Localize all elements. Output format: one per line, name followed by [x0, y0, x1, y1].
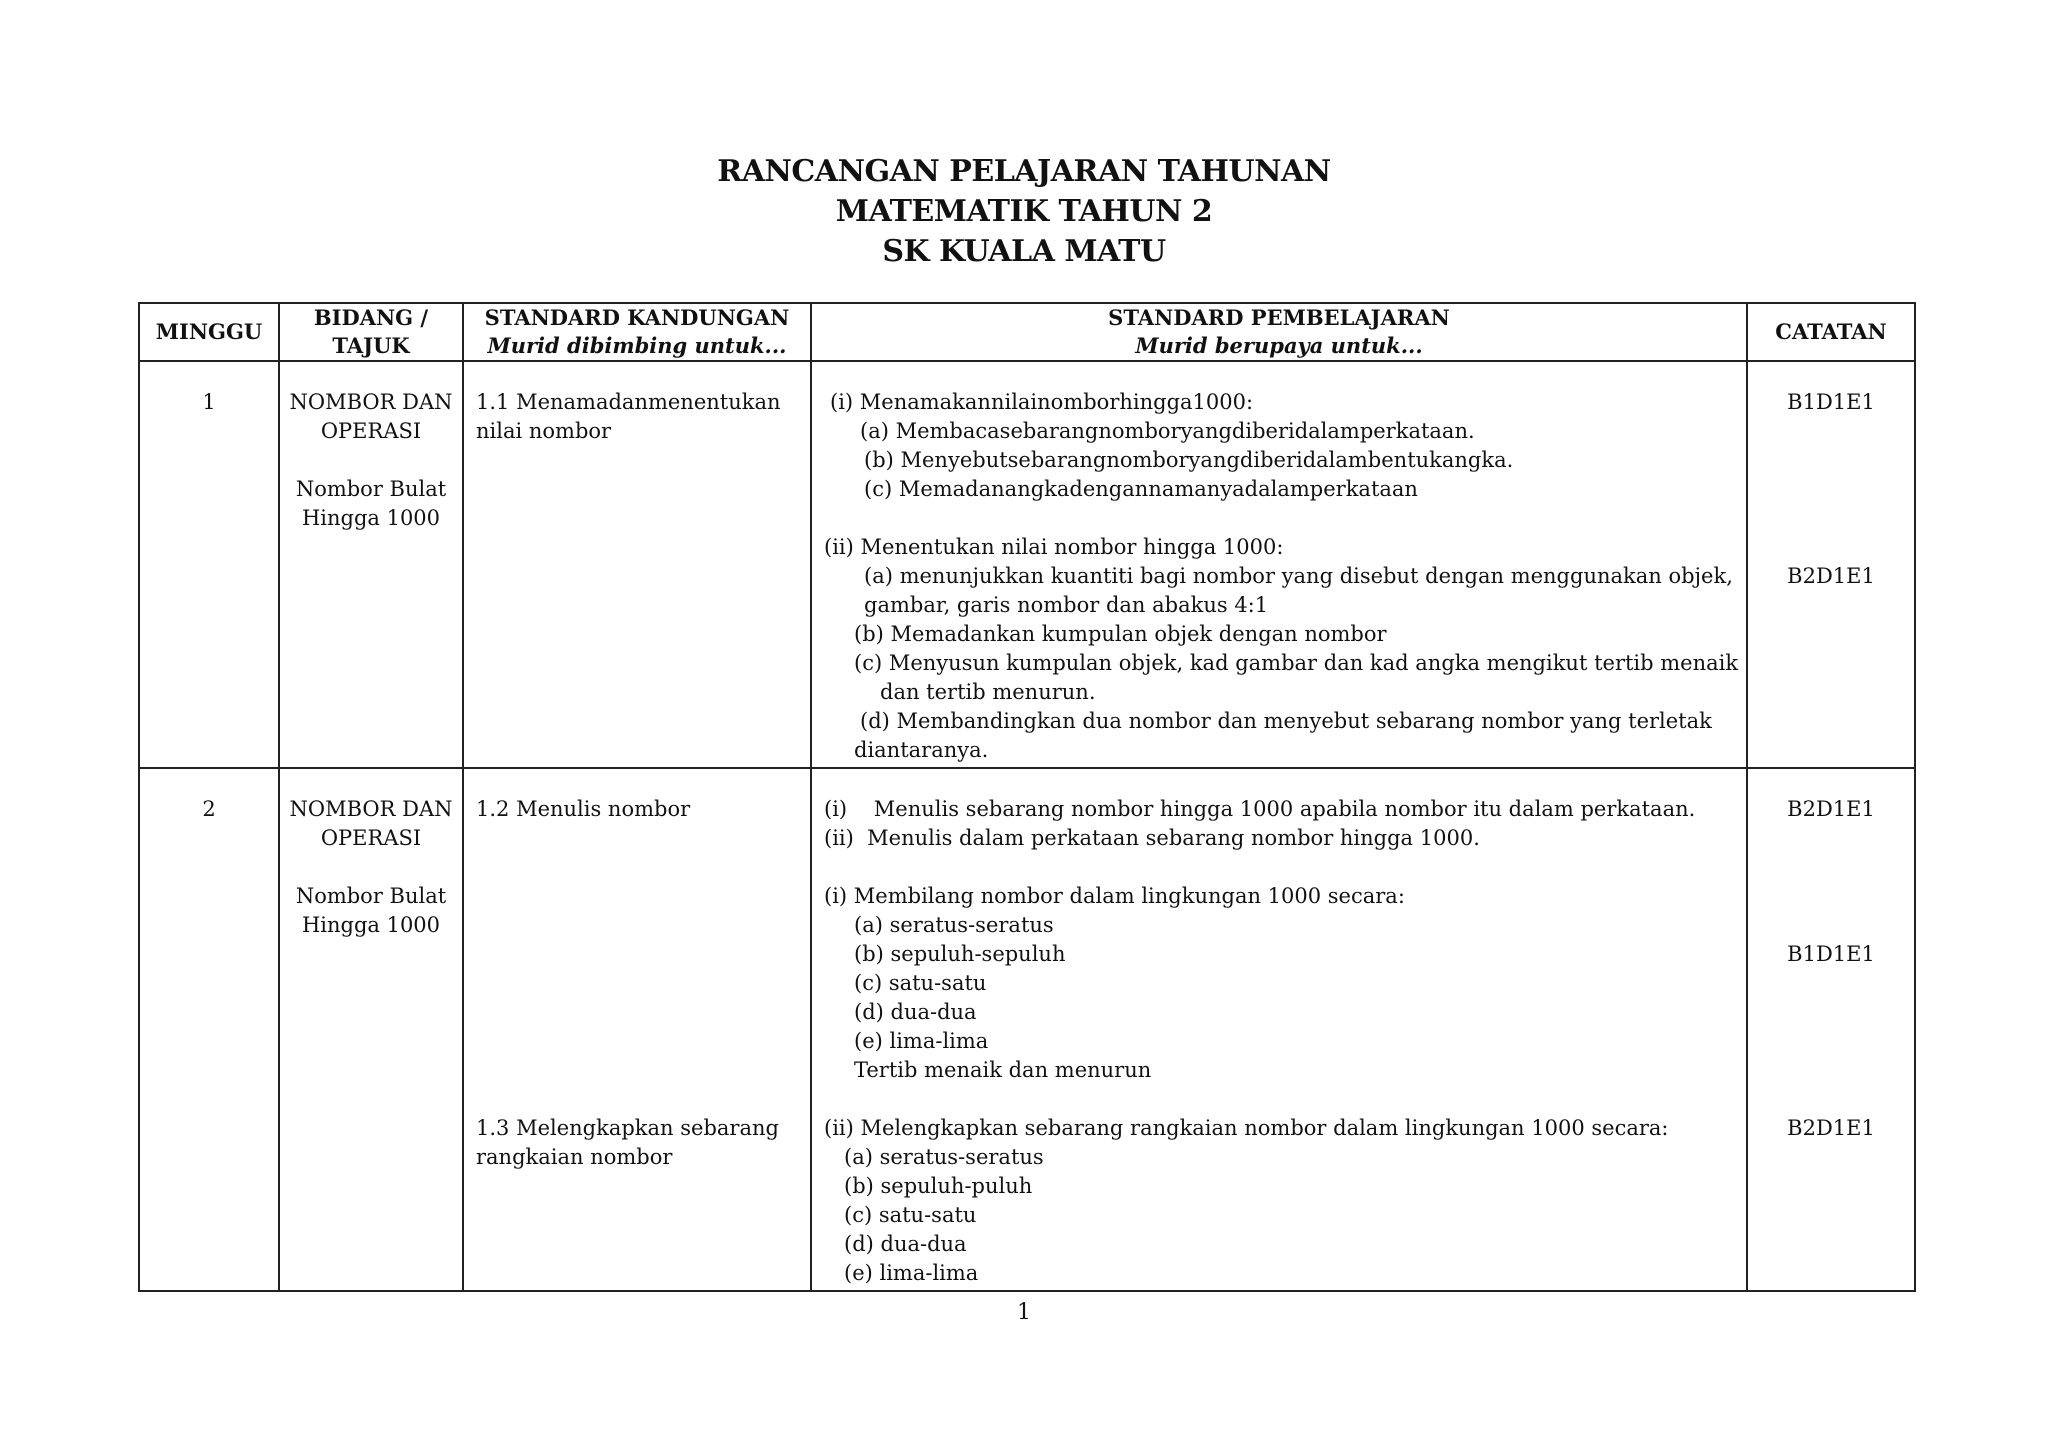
- cell-bidang: NOMBOR DAN OPERASI Nombor Bulat Hingga 1000: [279, 361, 463, 768]
- cell-catatan: B2D1E1 B1D1E1 B2D1E1: [1747, 768, 1915, 1291]
- table-row: [139, 361, 1915, 768]
- title-line-2: MATEMATIK TAHUN 2: [835, 194, 1213, 229]
- page-number: 1: [1017, 1300, 1031, 1325]
- title-line-3: SK KUALA MATU: [882, 234, 1166, 269]
- header-standard-kandungan: STANDARD KANDUNGAN Murid dibimbing untuk...: [463, 303, 811, 361]
- cell-standard-kandungan: 1.2 Menulis nombor 1.3 Melengkapkan sebarang rangkaian nombor: [463, 768, 811, 1291]
- header-catatan: CATATAN: [1747, 303, 1915, 361]
- document-title: [0, 152, 2048, 272]
- cell-standard-pembelajaran: (i) Menamakannilainomborhingga1000: (a) Membacasebarangnomboryangdiberidalamperkataan. (b) Menyebutsebarangnomboryangdiberidalambentukangka. (c) Memadanangkadengannamanyadalamperkataan (ii) Menentukan nilai nombor hingga 1000: (a) menunjukkan kuantiti bagi nombor yang disebut dengan menggunakan objek, gambar, garis nombor dan abakus 4:1 (b) Memadankan kumpulan objek dengan nombor (c) Menyusun kumpulan objek, kad gambar dan kad angka mengikut tertib menaik dan tertib menurun. (d) Membandingkan dua nombor dan menyebut sebarang nombor yang terletak diantaranya.: [811, 361, 1747, 768]
- cell-minggu: 1: [139, 361, 279, 768]
- cell-standard-pembelajaran: (i) Menulis sebarang nombor hingga 1000 apabila nombor itu dalam perkataan. (ii) Menulis dalam perkataan sebarang nombor hingga 1000. (i) Membilang nombor dalam lingkungan 1000 secara: (a) seratus-seratus (b) sepuluh-sepuluh (c) satu-satu (d) dua-dua (e) lima-lima Tertib menaik dan menurun (ii) Melengkapkan sebarang rangkaian nombor dalam lingkungan 1000 secara: (a) seratus-seratus (b) sepuluh-puluh (c) satu-satu (d) dua-dua (e) lima-lima: [811, 768, 1747, 1291]
- table-row: [139, 768, 1915, 1291]
- cell-minggu: 2: [139, 768, 279, 1291]
- header-bidang: BIDANG / TAJUK: [279, 303, 463, 361]
- cell-standard-kandungan: 1.1 Menamadanmenentukan nilai nombor: [463, 361, 811, 768]
- lesson-plan-table: [138, 302, 1916, 1292]
- header-minggu: MINGGU: [139, 303, 279, 361]
- cell-bidang: NOMBOR DAN OPERASI Nombor Bulat Hingga 1000: [279, 768, 463, 1291]
- header-standard-pembelajaran: STANDARD PEMBELAJARAN Murid berupaya untuk...: [811, 303, 1747, 361]
- table-header-row: [139, 303, 1915, 361]
- cell-catatan: B1D1E1 B2D1E1: [1747, 361, 1915, 768]
- title-line-1: RANCANGAN PELAJARAN TAHUNAN: [717, 154, 1331, 189]
